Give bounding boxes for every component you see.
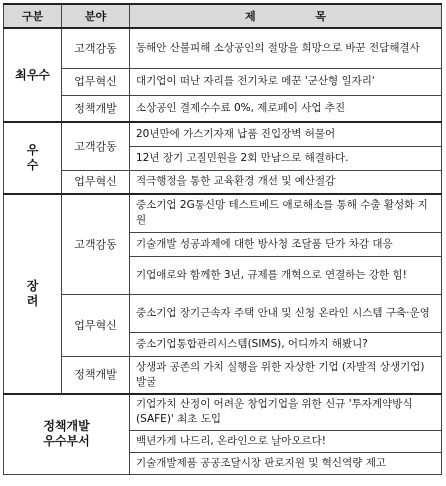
field-policy: 정책개발 bbox=[62, 356, 130, 394]
field-customer: 고객감동 bbox=[62, 122, 130, 170]
item-title: 소상공인 결제수수료 0%, 제로페이 사업 추진 bbox=[130, 95, 442, 122]
item-title: 중소기업 장기근속자 주택 안내 및 신청 온라인 시스템 구축·운영 bbox=[130, 294, 442, 332]
item-title: 상생과 공존의 가치 실행을 위한 자상한 기업 (자발적 상생기업) 발굴 bbox=[130, 356, 442, 394]
header-field: 분야 bbox=[62, 4, 130, 28]
item-title: 기업애로와 함께한 3년, 규제를 개혁으로 연결하는 강한 힘! bbox=[130, 256, 442, 294]
table-row bbox=[4, 170, 442, 194]
item-title: 20년만에 가스기자재 납품 진입장벽 허물어 bbox=[130, 122, 442, 146]
grade-policy-dept bbox=[4, 394, 130, 474]
item-title: 대기업이 떠난 자리를 전기차로 메꾼 '군산형 일자리' bbox=[130, 68, 442, 95]
grade-encourage: 장 려 bbox=[4, 194, 62, 394]
table-row bbox=[4, 394, 442, 430]
field-innovation: 업무혁신 bbox=[62, 68, 130, 95]
grade-top: 최우수 bbox=[4, 28, 62, 122]
item-title: 적극행정을 통한 교육환경 개선 및 예산절감 bbox=[130, 170, 442, 194]
item-title: 중소기업통합관리시스템(SIMS), 어디까지 해봤니? bbox=[130, 332, 442, 356]
table-row bbox=[4, 294, 442, 332]
item-title: 동해안 산불피해 소상공인의 절망을 희망으로 바꾼 전담해결사 bbox=[130, 28, 442, 68]
grade-policy-line2: 우수부서 bbox=[43, 434, 90, 449]
table-row bbox=[4, 356, 442, 394]
field-innovation: 업무혁신 bbox=[62, 294, 130, 356]
item-title: 기업가치 산정이 어려운 창업기업을 위한 신규 '투자계약방식(SAFE)' 최초 도입 bbox=[130, 394, 442, 430]
grade-excellent: 우 수 bbox=[4, 122, 62, 194]
header-title: 제 목 bbox=[130, 4, 442, 28]
table-row bbox=[4, 68, 442, 95]
grade-policy-line1: 정책개발 bbox=[43, 419, 90, 434]
awards-table bbox=[3, 3, 442, 475]
table-row bbox=[4, 194, 442, 232]
header-grade: 구분 bbox=[4, 4, 62, 28]
field-policy: 정책개발 bbox=[62, 95, 130, 122]
table-row bbox=[4, 95, 442, 122]
item-title: 기술개발제품 공공조달시장 판로지원 및 혁신역량 제고 bbox=[130, 452, 442, 474]
header-row bbox=[4, 4, 442, 28]
field-customer: 고객감동 bbox=[62, 194, 130, 294]
item-title: 중소기업 2G통신망 테스트베드 애로해소를 통해 수출 활성화 지원 bbox=[130, 194, 442, 232]
awards-table-container bbox=[3, 3, 441, 475]
item-title: 12년 장기 고질민원을 2회 만남으로 해결하다. bbox=[130, 146, 442, 170]
item-title: 백년가게 나드리, 온라인으로 날아오르다! bbox=[130, 430, 442, 452]
item-title: 기술개발 성공과제에 대한 방사청 조달품 단가 차감 대응 bbox=[130, 232, 442, 256]
field-customer: 고객감동 bbox=[62, 28, 130, 68]
field-innovation: 업무혁신 bbox=[62, 170, 130, 194]
table-row bbox=[4, 122, 442, 146]
table-row bbox=[4, 28, 442, 68]
